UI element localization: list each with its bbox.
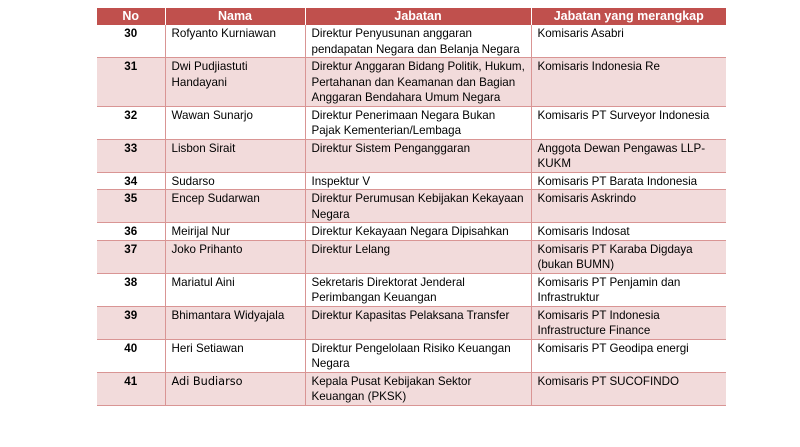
cell-jabatan: Direktur Anggaran Bidang Politik, Hukum, Pertahanan dan Keamanan dan Bagian Anggaran Bendahara Umum Negara <box>305 58 531 107</box>
cell-jabatan: Direktur Kapasitas Pelaksana Transfer <box>305 306 531 339</box>
cell-nama: Adi Budiarso <box>165 372 305 405</box>
cell-no: 35 <box>97 190 165 223</box>
cell-nama: Dwi Pudjiastuti Handayani <box>165 58 305 107</box>
cell-jabatan: Direktur Perumusan Kebijakan Kekayaan Negara <box>305 190 531 223</box>
cell-merangkap: Anggota Dewan Pengawas LLP-KUKM <box>531 139 726 172</box>
cell-merangkap: Komisaris PT Indonesia Infrastructure Finance <box>531 306 726 339</box>
cell-nama: Meirijal Nur <box>165 223 305 241</box>
cell-no: 36 <box>97 223 165 241</box>
table-row <box>97 223 726 241</box>
cell-nama: Encep Sudarwan <box>165 190 305 223</box>
cell-nama: Rofyanto Kurniawan <box>165 25 305 58</box>
cell-nama: Mariatul Aini <box>165 273 305 306</box>
officials-table <box>97 8 726 406</box>
cell-no: 33 <box>97 139 165 172</box>
cell-no: 34 <box>97 172 165 190</box>
cell-merangkap: Komisaris PT SUCOFINDO <box>531 372 726 405</box>
table-row <box>97 58 726 107</box>
header-jabatan-merangkap: Jabatan yang merangkap <box>531 8 726 25</box>
cell-no: 32 <box>97 106 165 139</box>
cell-no: 37 <box>97 240 165 273</box>
table-row <box>97 306 726 339</box>
cell-no: 41 <box>97 372 165 405</box>
cell-no: 31 <box>97 58 165 107</box>
cell-no: 38 <box>97 273 165 306</box>
cell-nama: Heri Setiawan <box>165 339 305 372</box>
cell-jabatan: Direktur Sistem Penganggaran <box>305 139 531 172</box>
cell-merangkap: Komisaris PT Geodipa energi <box>531 339 726 372</box>
cell-merangkap: Komisaris PT Surveyor Indonesia <box>531 106 726 139</box>
cell-nama: Bhimantara Widyajala <box>165 306 305 339</box>
cell-jabatan: Direktur Penyusunan anggaran pendapatan Negara dan Belanja Negara <box>305 25 531 58</box>
cell-nama: Sudarso <box>165 172 305 190</box>
table-header-row <box>97 8 726 25</box>
table-row <box>97 273 726 306</box>
cell-jabatan: Direktur Penerimaan Negara Bukan Pajak Kementerian/Lembaga <box>305 106 531 139</box>
cell-nama: Joko Prihanto <box>165 240 305 273</box>
cell-jabatan: Direktur Pengelolaan Risiko Keuangan Negara <box>305 339 531 372</box>
header-jabatan: Jabatan <box>305 8 531 25</box>
table-row <box>97 372 726 405</box>
table-row <box>97 139 726 172</box>
cell-no: 39 <box>97 306 165 339</box>
cell-jabatan: Direktur Lelang <box>305 240 531 273</box>
cell-merangkap: Komisaris PT Penjamin dan Infrastruktur <box>531 273 726 306</box>
cell-merangkap: Komisaris Askrindo <box>531 190 726 223</box>
cell-merangkap: Komisaris Indosat <box>531 223 726 241</box>
table-row <box>97 25 726 58</box>
cell-merangkap: Komisaris PT Barata Indonesia <box>531 172 726 190</box>
table-row <box>97 190 726 223</box>
cell-no: 30 <box>97 25 165 58</box>
cell-jabatan: Sekretaris Direktorat Jenderal Perimbangan Keuangan <box>305 273 531 306</box>
cell-jabatan: Kepala Pusat Kebijakan Sektor Keuangan (PKSK) <box>305 372 531 405</box>
cell-jabatan: Direktur Kekayaan Negara Dipisahkan <box>305 223 531 241</box>
table-row <box>97 240 726 273</box>
header-no: No <box>97 8 165 25</box>
cell-nama: Lisbon Sirait <box>165 139 305 172</box>
table-row <box>97 172 726 190</box>
cell-no: 40 <box>97 339 165 372</box>
table-row <box>97 106 726 139</box>
cell-merangkap: Komisaris Asabri <box>531 25 726 58</box>
cell-merangkap: Komisaris PT Karaba Digdaya (bukan BUMN) <box>531 240 726 273</box>
officials-table-container <box>97 8 726 406</box>
table-row <box>97 339 726 372</box>
header-nama: Nama <box>165 8 305 25</box>
cell-jabatan: Inspektur V <box>305 172 531 190</box>
cell-nama: Wawan Sunarjo <box>165 106 305 139</box>
cell-merangkap: Komisaris Indonesia Re <box>531 58 726 107</box>
